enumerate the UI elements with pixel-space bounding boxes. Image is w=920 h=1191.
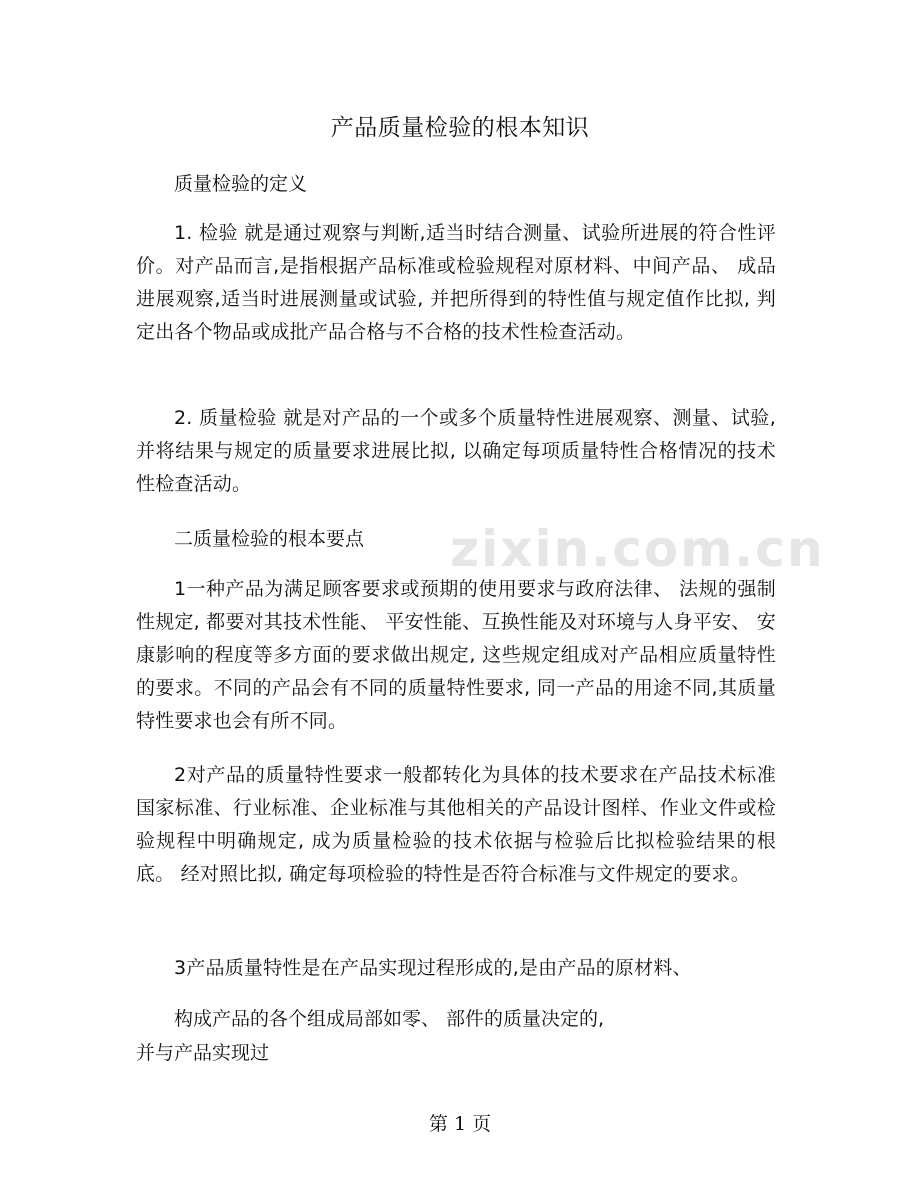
paragraph-key-point-2: 2对产品的质量特性要求一般都转化为具体的技术要求在产品技术标准国家标准、行业标准、企业标准与其他相关的产品设计图样、作业文件或检验规程中明确规定, 成为质量检验的技术依据与检验后比拟检验结果的根底。 经对照比拟, 确定每项检验的特性是否符合标准与文件规定的要求。	[136, 764, 776, 885]
paragraph-key-point-3: 3产品质量特性是在产品实现过程形成的,是由产品的原材料、	[174, 957, 692, 979]
section-heading-definition: 质量检验的定义	[174, 173, 308, 195]
paragraph-quality-inspection-definition: 2. 质量检验 就是对产品的一个或多个质量特性进展观察、测量、试验, 并将结果与规定的质量要求进展比拟, 以确定每项质量特性合格情况的技术性检查活动。	[136, 407, 776, 495]
paragraph-inspection-definition: 1. 检验 就是通过观察与判断,适当时结合测量、试验所进展的符合性评价。对产品而言,是指根据产品标准或检验规程对原材料、中间产品、 成品进展观察,适当时进展测量或试验, 并把所得到的特性值与规定值作比拟, 判定出各个物品或成批产品合格与不合格的技术性检查活动。	[136, 222, 776, 343]
paragraph-continuation-line-2: 并与产品实现过	[136, 1042, 270, 1064]
page-number: 第 1 页	[428, 1113, 492, 1135]
paragraph-continuation-line: 构成产品的各个组成局部如零、 部件的质量决定的,	[174, 1008, 605, 1030]
document-title: 产品质量检验的根本知识	[330, 115, 590, 141]
paragraph-key-point-1: 1一种产品为满足顾客要求或预期的使用要求与政府法律、 法规的强制性规定, 都要对其技术性能、 平安性能、互换性能及对环境与人身平安、 安康影响的程度等多方面的要求做出规定, 这些规定组成对产品相应质量特性的要求。不同的产品会有不同的质量特性要求, 同一产品的用途不同,其质量特性要求也会有所不同。	[136, 578, 776, 732]
section-heading-key-points: 二质量检验的根本要点	[174, 528, 365, 550]
watermark: zixin.com.cn	[450, 520, 825, 578]
